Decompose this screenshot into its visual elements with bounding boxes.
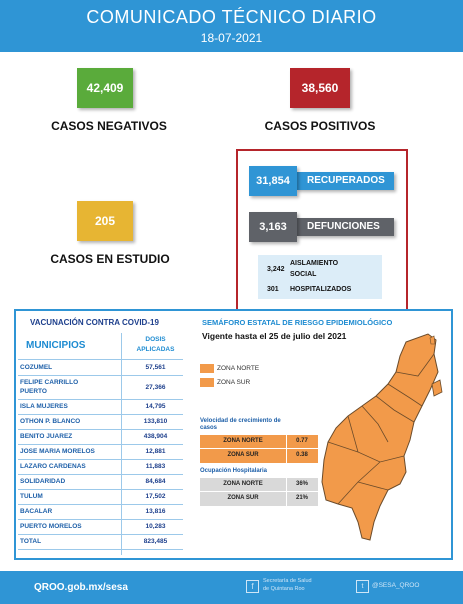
- negativos-value: 42,409: [86, 81, 124, 95]
- defunciones-label-bar: [296, 218, 394, 236]
- velocidad-sur-label: ZONA SUR: [227, 452, 259, 458]
- municipio-name: OTHON P. BLANCO: [20, 418, 81, 425]
- vacunacion-row: [18, 459, 183, 475]
- dosis-value: 13,816: [145, 508, 166, 515]
- velocidad-norte-label: ZONA NORTE: [223, 438, 263, 444]
- col-municipios: MUNICIPIOS: [26, 340, 86, 351]
- quintana-roo-map: [318, 332, 446, 550]
- header-bar: [0, 0, 463, 52]
- vacunacion-row: [18, 489, 183, 505]
- semaforo-vigente: Vigente hasta el 25 de julio del 2021: [202, 331, 347, 341]
- aislamiento-panel: [258, 255, 382, 299]
- map-region-outline: [322, 334, 438, 540]
- vacunacion-row: [18, 519, 183, 535]
- negativos-label: CASOS NEGATIVOS: [51, 119, 167, 133]
- municipio-name: PUERTO MORELOS: [20, 523, 82, 530]
- vacunacion-table-header: [18, 333, 183, 360]
- municipio-name: SOLIDARIDAD: [20, 478, 66, 485]
- municipio-name: COZUMEL: [20, 364, 53, 371]
- municipio-name: BACALAR: [20, 508, 53, 515]
- dosis-value: 438,904: [143, 433, 168, 440]
- aislamiento-label-2: SOCIAL: [290, 271, 317, 278]
- dosis-value: 14,795: [145, 403, 166, 410]
- negativos-box: [77, 68, 133, 108]
- legend-zona-norte: ZONA NORTE: [217, 365, 260, 372]
- dosis-value: 27,366: [145, 384, 166, 391]
- report-date: 18-07-2021: [200, 31, 263, 45]
- positivos-value: 38,560: [301, 81, 339, 95]
- footer-site-link[interactable]: QROO.gob.mx/sesa: [34, 582, 128, 593]
- ocupacion-sur-label: ZONA SUR: [227, 495, 259, 501]
- semaforo-title: SEMÁFORO ESTATAL DE RIESGO EPIDEMIOLÓGICO: [202, 318, 393, 327]
- velocidad-norte-value: 0.77: [296, 438, 308, 444]
- aislamiento-value: 3,242: [267, 266, 285, 273]
- estudio-box: [77, 201, 133, 241]
- ocupacion-title: Ocupación Hospitalaria: [200, 468, 268, 474]
- vacunacion-row: [18, 399, 183, 415]
- vacunacion-row: [18, 360, 183, 376]
- dosis-value: 10,283: [145, 523, 166, 530]
- dosis-value: 11,883: [145, 463, 166, 470]
- defunciones-value: 3,163: [259, 221, 287, 233]
- velocidad-table: [200, 435, 318, 463]
- municipio-name: FELIPE CARRILLO: [20, 379, 79, 386]
- vacunacion-row: [18, 414, 183, 430]
- estudio-value: 205: [94, 214, 116, 228]
- recuperados-label: RECUPERADOS: [307, 175, 385, 186]
- dosis-value: 12,881: [145, 448, 166, 455]
- municipio-name: ISLA MUJERES: [20, 403, 68, 410]
- twitter-icon[interactable]: t: [356, 580, 369, 593]
- positivos-label: CASOS POSITIVOS: [264, 119, 376, 133]
- legend-swatch-sur: [200, 378, 214, 387]
- vacunacion-row: [18, 429, 183, 445]
- municipio-name: LAZARO CARDENAS: [20, 463, 86, 470]
- dosis-value: 823,485: [143, 538, 168, 545]
- legend-swatch-norte: [200, 364, 214, 373]
- velocidad-sur-value: 0.38: [296, 452, 308, 458]
- recuperados-box: [249, 166, 297, 196]
- legend-zona-sur: ZONA SUR: [217, 379, 251, 386]
- page-title: COMUNICADO TÉCNICO DIARIO: [86, 7, 377, 27]
- ocupacion-norte-label: ZONA NORTE: [223, 481, 263, 487]
- vacunacion-row: [18, 534, 183, 550]
- dosis-value: 17,502: [145, 493, 166, 500]
- municipio-name: TOTAL: [20, 538, 42, 545]
- ocupacion-sur-value: 21%: [295, 495, 308, 501]
- velocidad-title-1: Velocidad de crecimiento de: [200, 418, 281, 424]
- vacunacion-row: [18, 504, 183, 520]
- dosis-value: 84,684: [145, 478, 166, 485]
- municipio-name: JOSE MARIA MORELOS: [20, 448, 95, 455]
- defunciones-box: [249, 212, 297, 242]
- recuperados-value: 31,854: [256, 175, 290, 187]
- ocupacion-table: [200, 478, 318, 506]
- recuperados-label-bar: [296, 172, 394, 190]
- ocupacion-norte-value: 36%: [295, 481, 308, 487]
- vacunacion-title: VACUNACIÓN CONTRA COVID-19: [30, 318, 159, 327]
- dosis-value: 133,810: [143, 418, 168, 425]
- footer-facebook-2: de Quintana Roo: [263, 586, 305, 592]
- aislamiento-label-1: AISLAMIENTO: [290, 260, 339, 267]
- municipio-name: TULUM: [20, 493, 43, 500]
- defunciones-label: DEFUNCIONES: [307, 221, 380, 232]
- hospitalizados-value: 301: [267, 286, 279, 293]
- col-dosis-2: APLICADAS: [136, 346, 175, 353]
- facebook-icon[interactable]: f: [246, 580, 259, 593]
- col-dosis-1: DOSIS: [145, 336, 166, 343]
- hospitalizados-label: HOSPITALIZADOS: [290, 286, 352, 293]
- vacunacion-row: [18, 444, 183, 460]
- footer-twitter[interactable]: @SESA_QROO: [372, 582, 420, 589]
- positivos-box: [290, 68, 350, 108]
- estudio-label: CASOS EN ESTUDIO: [50, 252, 170, 266]
- municipio-name: BENITO JUAREZ: [20, 433, 73, 440]
- vacunacion-row: [18, 375, 183, 400]
- dosis-value: 57,561: [145, 364, 166, 371]
- footer-facebook-1: Secretaría de Salud: [263, 578, 312, 584]
- footer-bar: [0, 571, 463, 604]
- vacunacion-row: [18, 474, 183, 490]
- velocidad-title-2: casos: [200, 425, 218, 431]
- municipio-name-line2: PUERTO: [20, 388, 47, 395]
